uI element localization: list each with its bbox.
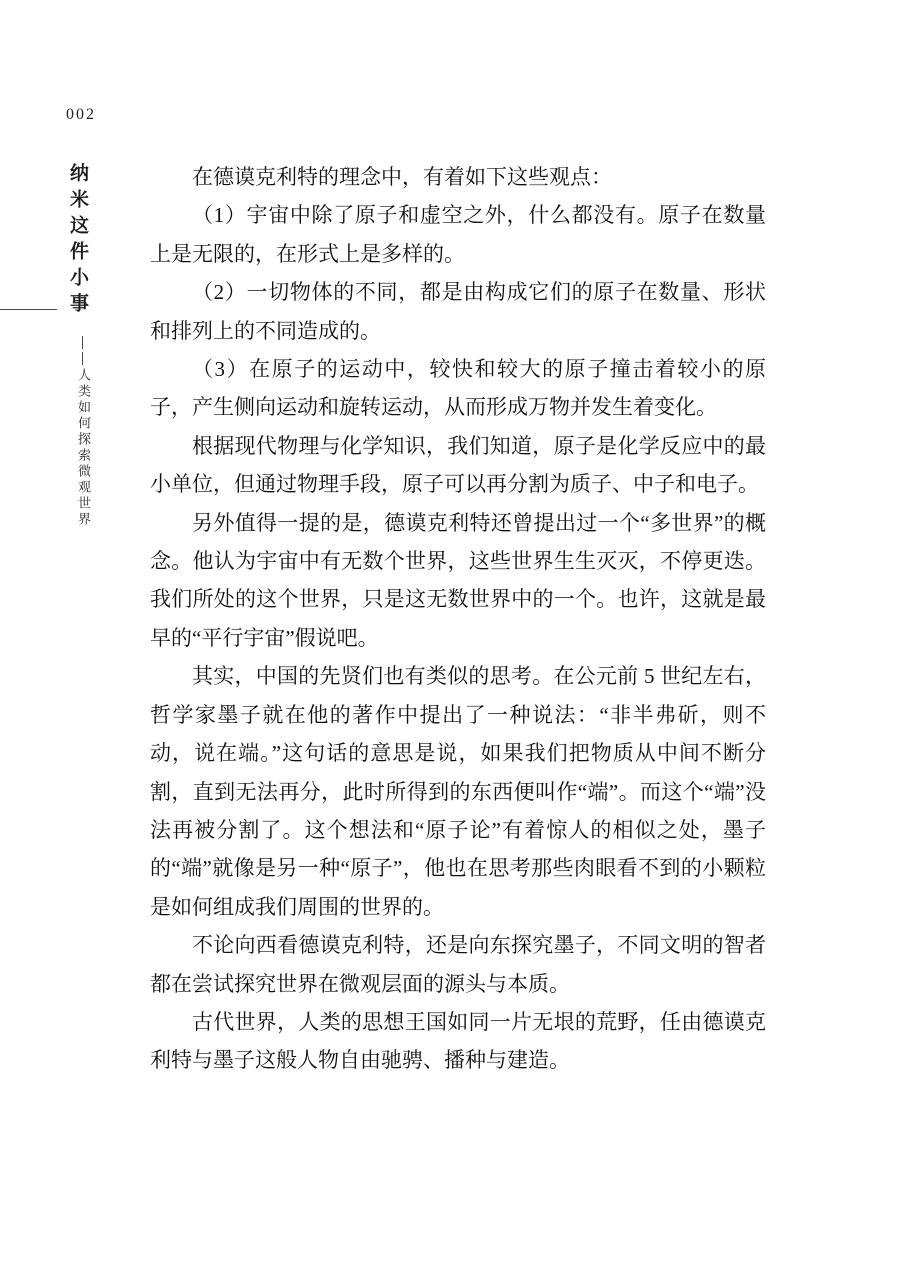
body-text <box>150 158 766 1080</box>
paragraph: （1）宇宙中除了原子和虚空之外，什么都没有。原子在数量上是无限的，在形式上是多样的。 <box>150 203 766 266</box>
sidebar <box>0 0 120 1287</box>
sidebar-divider <box>0 309 57 310</box>
paragraph: 其实，中国的先贤们也有类似的思考。在公元前 5 世纪左右，哲学家墨子就在他的著作中提出了一种说法：“非半弗斫，则不动，说在端。”这句话的意思是说，如果我们把物质从中间不断分割，直到无法再分，此时所得到的东西便叫作“端”。而这个“端”没法再被分割了。这个想法和“原子论”有着惊人的相似之处，墨子的“端”就像是另一种“原子”，他也在思考那些肉眼看不到的小颗粒是如何组成我们周围的世界的。 <box>150 664 766 919</box>
paragraph: （3）在原子的运动中，较快和较大的原子撞击着较小的原子，产生侧向运动和旋转运动，从而形成万物并发生着变化。 <box>150 357 766 420</box>
series-subtitle: ——人类如何探索微观世界 <box>76 336 91 528</box>
paragraph: 不论向西看德谟克利特，还是向东探究墨子，不同文明的智者都在尝试探究世界在微观层面的源头与本质。 <box>150 933 766 996</box>
paragraph: 另外值得一提的是，德谟克利特还曾提出过一个“多世界”的概念。他认为宇宙中有无数个世界，这些世界生生灭灭，不停更迭。我们所处的这个世界，只是这无数世界中的一个。也许，这就是最早的“平行宇宙”假说吧。 <box>150 510 766 650</box>
paragraph: 根据现代物理与化学知识，我们知道，原子是化学反应中的最小单位，但通过物理手段，原子可以再分割为质子、中子和电子。 <box>150 433 766 497</box>
paragraph: 古代世界，人类的思想王国如同一片无垠的荒野，任由德谟克利特与墨子这般人物自由驰骋、播种与建造。 <box>150 1009 766 1073</box>
series-title: 纳米这件小事 <box>67 163 88 319</box>
paragraph: （2）一切物体的不同，都是由构成它们的原子在数量、形状和排列上的不同造成的。 <box>150 280 766 343</box>
page-number: 002 <box>66 106 96 123</box>
paragraph: 在德谟克利特的理念中，有着如下这些观点： <box>192 165 612 189</box>
